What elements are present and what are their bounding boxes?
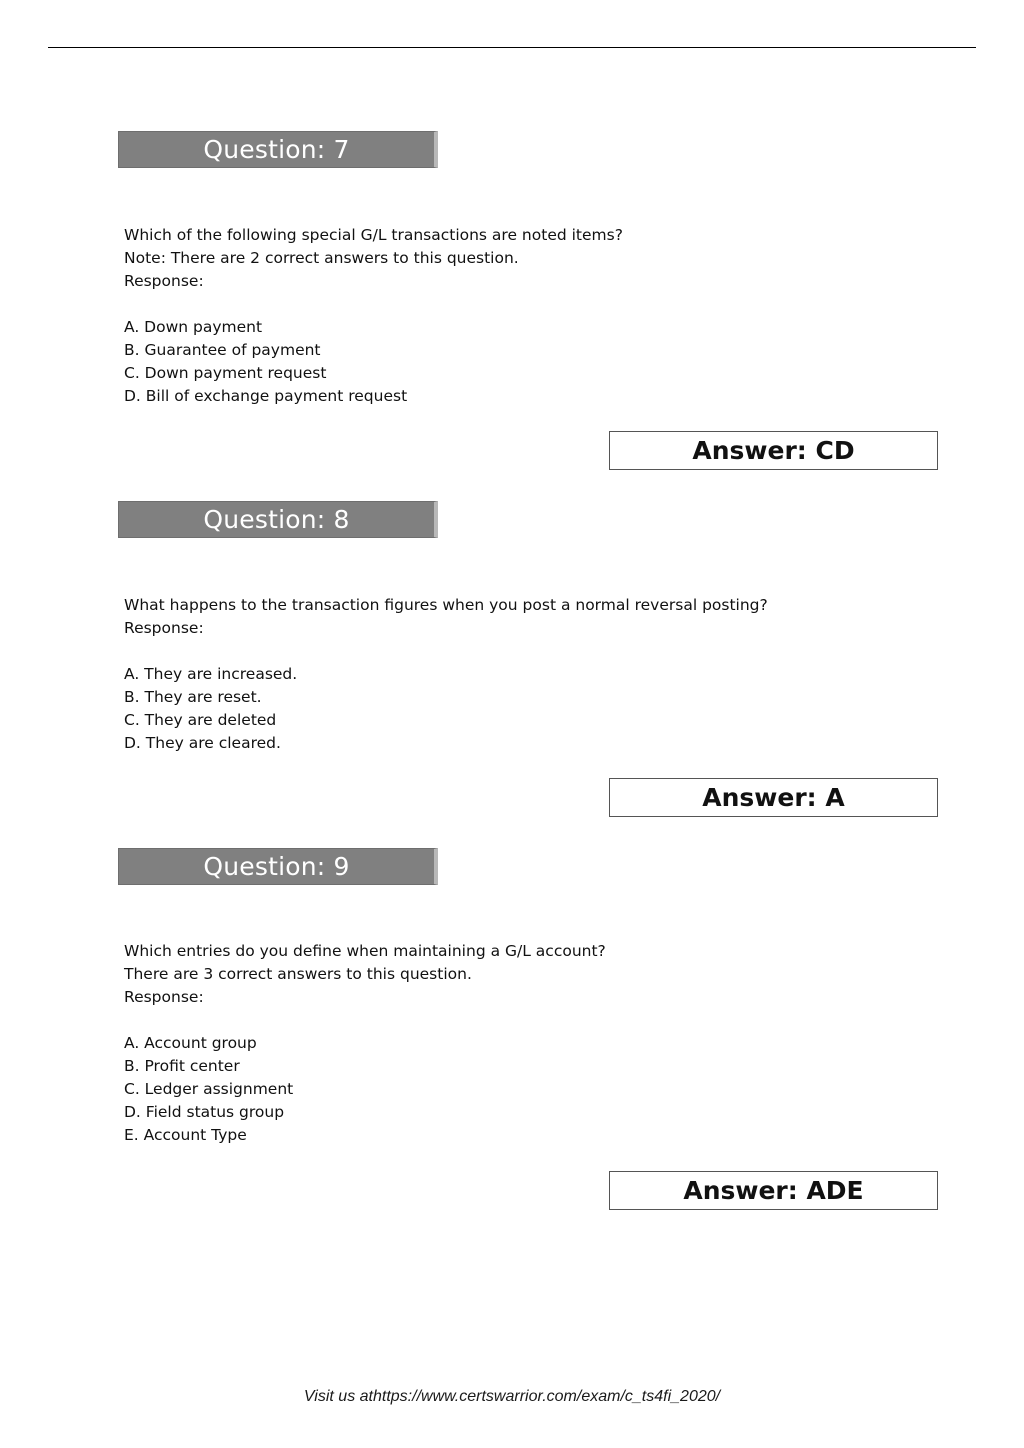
question-header — [118, 501, 438, 538]
option-d: D. They are cleared. — [124, 734, 281, 752]
question-header — [118, 131, 438, 168]
question-text: Which of the following special G/L transactions are noted items? — [124, 226, 623, 244]
question-body-7 — [124, 224, 623, 408]
question-text: What happens to the transaction figures when you post a normal reversal posting? — [124, 596, 768, 614]
option-b: B. Guarantee of payment — [124, 341, 321, 359]
answer-label: Answer: A — [702, 783, 845, 812]
option-a: A. They are increased. — [124, 665, 298, 683]
answer-box — [609, 778, 938, 817]
option-d: D. Bill of exchange payment request — [124, 387, 408, 405]
question-header — [118, 848, 438, 885]
question-header-label: Question: 8 — [203, 505, 350, 534]
option-a: A. Account group — [124, 1034, 257, 1052]
option-b: B. Profit center — [124, 1057, 240, 1075]
question-body-9 — [124, 940, 606, 1147]
question-body-8 — [124, 594, 768, 755]
question-text: Which entries do you define when maintaining a G/L account? — [124, 942, 606, 960]
question-note: Note: There are 2 correct answers to this question. — [124, 249, 519, 267]
answer-label: Answer: ADE — [683, 1176, 864, 1205]
response-label: Response: — [124, 272, 204, 290]
question-header-label: Question: 9 — [203, 852, 350, 881]
option-c: C. Down payment request — [124, 364, 327, 382]
answer-label: Answer: CD — [692, 436, 855, 465]
option-e: E. Account Type — [124, 1126, 247, 1144]
option-a: A. Down payment — [124, 318, 263, 336]
option-b: B. They are reset. — [124, 688, 262, 706]
response-label: Response: — [124, 619, 204, 637]
question-header-label: Question: 7 — [203, 135, 350, 164]
answer-box — [609, 431, 938, 470]
top-rule — [48, 47, 976, 48]
answer-box — [609, 1171, 938, 1210]
option-d: D. Field status group — [124, 1103, 285, 1121]
option-c: C. Ledger assignment — [124, 1080, 294, 1098]
footer-link[interactable]: Visit us athttps://www.certswarrior.com/exam/c_ts4fi_2020/ — [303, 1388, 721, 1405]
question-note: There are 3 correct answers to this question. — [124, 965, 472, 983]
response-label: Response: — [124, 988, 204, 1006]
option-c: C. They are deleted — [124, 711, 277, 729]
